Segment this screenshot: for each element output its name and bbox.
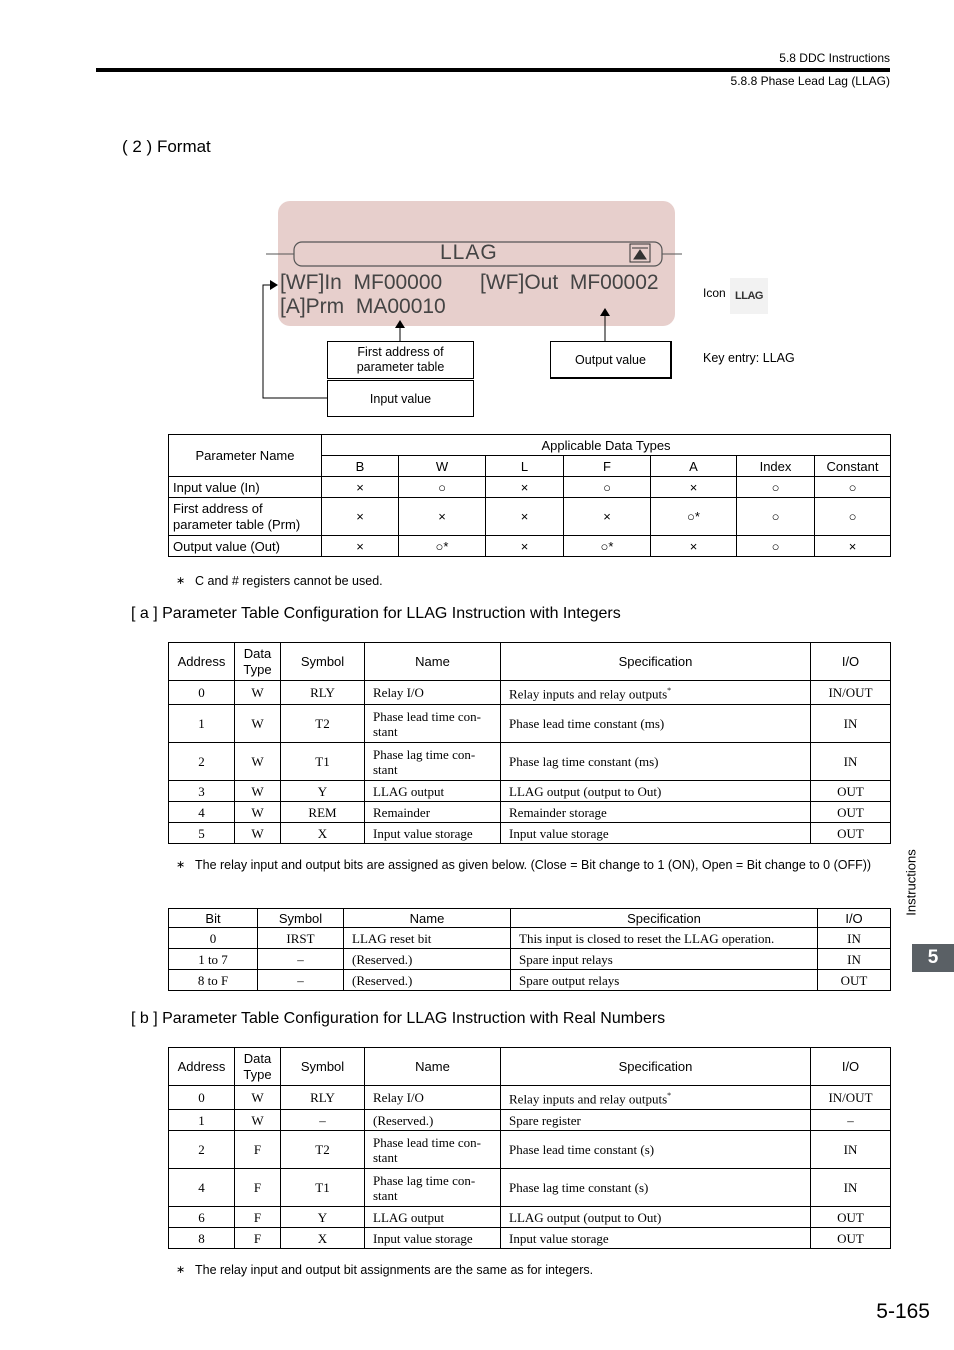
table-row <box>169 681 891 705</box>
diagram-line1-left: [WF]In MF00000 <box>280 271 443 294</box>
cell-name: (Reserved.) <box>365 1110 501 1131</box>
cell-symbol: IRST <box>258 928 344 949</box>
cell-address: 3 <box>169 781 235 802</box>
type-cell: ○ <box>399 477 486 498</box>
key-entry: Key entry: LLAG <box>703 351 795 365</box>
cell-name: Phase lag time con- stant <box>365 743 501 781</box>
cell-name: (Reserved.) <box>344 949 511 970</box>
type-cell: ○ <box>737 536 815 557</box>
col-specification: Specification <box>511 909 818 928</box>
cell-symbol: T1 <box>281 1169 365 1207</box>
cell-symbol: X <box>281 823 365 844</box>
cell-io: OUT <box>818 970 891 991</box>
side-label: Instructions <box>903 849 919 916</box>
col-specification: Specification <box>501 1048 811 1086</box>
cell-specification: Relay inputs and relay outputs* <box>501 681 811 705</box>
cell-name: LLAG reset bit <box>344 928 511 949</box>
cell-data-type: F <box>235 1169 281 1207</box>
table-row <box>169 705 891 743</box>
cell-data-type: W <box>235 781 281 802</box>
cell-symbol: RLY <box>281 681 365 705</box>
cell-name: LLAG output <box>365 1207 501 1228</box>
col-type: A <box>651 456 737 477</box>
type-cell: × <box>815 536 891 557</box>
cell-io: IN <box>811 1169 891 1207</box>
table-row <box>169 802 891 823</box>
relay-bits-note: ∗ The relay input and output bits are assigned as given below. (Close = Bit change to 1 (ON), Open = Bit change to 0 (OFF)) <box>176 858 872 872</box>
callout-input-value: Input value <box>327 380 474 417</box>
header-subsection: 5.8.8 Phase Lead Lag (LLAG) <box>730 74 890 88</box>
cell-specification: This input is closed to reset the LLAG operation. <box>511 928 818 949</box>
data-types-table <box>168 434 891 557</box>
table-row <box>169 823 891 844</box>
cell-io: IN <box>811 705 891 743</box>
format-heading: ( 2 ) Format <box>122 137 211 156</box>
cell-io: OUT <box>811 823 891 844</box>
param-name: First address of parameter table (Prm) <box>169 498 322 536</box>
cell-name: Relay I/O <box>365 681 501 705</box>
types-note: ∗ C and # registers cannot be used. <box>176 574 383 588</box>
type-cell: ○ <box>815 498 891 536</box>
table-row <box>169 498 891 536</box>
cell-data-type: W <box>235 743 281 781</box>
type-cell: ○* <box>564 536 651 557</box>
col-io: I/O <box>818 909 891 928</box>
cell-symbol: T1 <box>281 743 365 781</box>
table-row <box>169 1086 891 1110</box>
cell-io: IN <box>818 949 891 970</box>
cell-address: 4 <box>169 802 235 823</box>
col-io: I/O <box>811 1048 891 1086</box>
table-row <box>169 1131 891 1169</box>
section-b-heading: [ b ] Parameter Table Configuration for LLAG Instruction with Real Numbers <box>131 1010 666 1027</box>
cell-symbol: – <box>258 970 344 991</box>
cell-data-type: W <box>235 1086 281 1110</box>
type-cell: ○ <box>737 498 815 536</box>
col-symbol: Symbol <box>281 1048 365 1086</box>
table-row <box>169 1110 891 1131</box>
cell-io: IN <box>811 1131 891 1169</box>
cell-address: 5 <box>169 823 235 844</box>
cell-data-type: W <box>235 823 281 844</box>
col-type: Constant <box>815 456 891 477</box>
param-name: Input value (In) <box>169 477 322 498</box>
cell-data-type: W <box>235 681 281 705</box>
table-row <box>169 928 891 949</box>
col-type: W <box>399 456 486 477</box>
table-row <box>169 536 891 557</box>
cell-symbol: Y <box>281 781 365 802</box>
type-cell: × <box>651 536 737 557</box>
cell-specification: Phase lead time constant (ms) <box>501 705 811 743</box>
cell-address: 8 <box>169 1228 235 1249</box>
cell-symbol: – <box>258 949 344 970</box>
cell-data-type: W <box>235 1110 281 1131</box>
cell-name: Phase lead time con- stant <box>365 1131 501 1169</box>
type-cell: ○* <box>399 536 486 557</box>
cell-specification: Spare register <box>501 1110 811 1131</box>
cell-symbol: Y <box>281 1207 365 1228</box>
cell-name: Phase lead time con- stant <box>365 705 501 743</box>
col-parameter-name: Parameter Name <box>169 435 322 477</box>
col-type: F <box>564 456 651 477</box>
cell-symbol: REM <box>281 802 365 823</box>
col-name: Name <box>365 643 501 681</box>
col-symbol: Symbol <box>281 643 365 681</box>
table-row <box>169 477 891 498</box>
col-address: Address <box>169 643 235 681</box>
col-data-type: Data Type <box>235 1048 281 1086</box>
chapter-tab: 5 <box>912 944 954 972</box>
col-symbol: Symbol <box>258 909 344 928</box>
col-name: Name <box>344 909 511 928</box>
cell-io: – <box>811 1110 891 1131</box>
footnote-mark: ∗ <box>176 575 186 587</box>
param-name: Output value (Out) <box>169 536 322 557</box>
cell-name: Phase lag time con- stant <box>365 1169 501 1207</box>
real-param-table <box>168 1047 891 1249</box>
cell-specification: Relay inputs and relay outputs* <box>501 1086 811 1110</box>
page-number: 5-165 <box>876 1300 930 1323</box>
type-cell: × <box>322 536 399 557</box>
cell-specification: Phase lag time constant (ms) <box>501 743 811 781</box>
cell-io: OUT <box>811 1228 891 1249</box>
cell-name: Input value storage <box>365 1228 501 1249</box>
diagram-line2: [A]Prm MA00010 <box>280 295 446 318</box>
llag-icon: LLAG <box>730 278 768 314</box>
footnote-mark: ∗ <box>176 1264 186 1276</box>
type-cell: × <box>486 536 564 557</box>
type-cell: × <box>322 477 399 498</box>
table-row <box>169 781 891 802</box>
cell-name: Input value storage <box>365 823 501 844</box>
cell-name: (Reserved.) <box>344 970 511 991</box>
col-address: Address <box>169 1048 235 1086</box>
cell-address: 2 <box>169 743 235 781</box>
type-cell: × <box>322 498 399 536</box>
cell-io: OUT <box>811 1207 891 1228</box>
cell-io: OUT <box>811 781 891 802</box>
cell-data-type: F <box>235 1228 281 1249</box>
type-cell: ○ <box>815 477 891 498</box>
table-row <box>169 949 891 970</box>
table-row <box>169 1207 891 1228</box>
diagram-line1-right: [WF]Out MF00002 <box>480 271 659 294</box>
cell-io: IN/OUT <box>811 681 891 705</box>
header-section: 5.8 DDC Instructions <box>779 51 890 65</box>
cell-address: 0 <box>169 681 235 705</box>
cell-symbol: X <box>281 1228 365 1249</box>
cell-specification: Spare output relays <box>511 970 818 991</box>
cell-address: 6 <box>169 1207 235 1228</box>
cell-data-type: F <box>235 1207 281 1228</box>
llag-diagram <box>260 195 820 425</box>
cell-address: 1 <box>169 705 235 743</box>
callout-output-value: Output value <box>550 341 672 379</box>
type-cell: × <box>399 498 486 536</box>
cell-address: 2 <box>169 1131 235 1169</box>
type-cell: × <box>486 477 564 498</box>
type-cell: ○ <box>564 477 651 498</box>
cell-name: Relay I/O <box>365 1086 501 1110</box>
col-type: L <box>486 456 564 477</box>
cell-symbol: T2 <box>281 705 365 743</box>
col-data-type: Data Type <box>235 643 281 681</box>
cell-specification: LLAG output (output to Out) <box>501 1207 811 1228</box>
col-name: Name <box>365 1048 501 1086</box>
footnote-mark: ∗ <box>176 859 186 871</box>
type-cell: ○ <box>737 477 815 498</box>
cell-address: 4 <box>169 1169 235 1207</box>
cell-data-type: W <box>235 705 281 743</box>
cell-specification: Input value storage <box>501 823 811 844</box>
callout-parameter-table: First address of parameter table <box>327 341 474 379</box>
header-rule <box>96 68 890 72</box>
cell-specification: Phase lag time constant (s) <box>501 1169 811 1207</box>
integer-param-table <box>168 642 891 844</box>
type-cell: ○* <box>651 498 737 536</box>
cell-bit: 0 <box>169 928 258 949</box>
table-row <box>169 743 891 781</box>
section-a-heading: [ a ] Parameter Table Configuration for LLAG Instruction with Integers <box>131 605 621 622</box>
cell-specification: LLAG output (output to Out) <box>501 781 811 802</box>
table-row <box>169 1169 891 1207</box>
cell-specification: Phase lead time constant (s) <box>501 1131 811 1169</box>
real-note: ∗ The relay input and output bit assignments are the same as for integers. <box>176 1263 594 1277</box>
type-cell: × <box>651 477 737 498</box>
cell-io: IN <box>811 743 891 781</box>
col-specification: Specification <box>501 643 811 681</box>
diagram-title: LLAG <box>440 241 498 264</box>
table-row <box>169 970 891 991</box>
col-applicable-types: Applicable Data Types <box>322 435 891 456</box>
relay-bits-table <box>168 908 891 991</box>
cell-symbol: T2 <box>281 1131 365 1169</box>
col-type: B <box>322 456 399 477</box>
cell-specification: Spare input relays <box>511 949 818 970</box>
cell-address: 0 <box>169 1086 235 1110</box>
cell-io: OUT <box>811 802 891 823</box>
cell-specification: Input value storage <box>501 1228 811 1249</box>
col-type: Index <box>737 456 815 477</box>
cell-name: LLAG output <box>365 781 501 802</box>
cell-bit: 1 to 7 <box>169 949 258 970</box>
cell-data-type: F <box>235 1131 281 1169</box>
col-io: I/O <box>811 643 891 681</box>
cell-symbol: RLY <box>281 1086 365 1110</box>
col-bit: Bit <box>169 909 258 928</box>
cell-io: IN/OUT <box>811 1086 891 1110</box>
type-cell: × <box>486 498 564 536</box>
cell-specification: Remainder storage <box>501 802 811 823</box>
cell-symbol: – <box>281 1110 365 1131</box>
cell-bit: 8 to F <box>169 970 258 991</box>
cell-name: Remainder <box>365 802 501 823</box>
icon-label: Icon <box>703 286 726 300</box>
cell-address: 1 <box>169 1110 235 1131</box>
cell-data-type: W <box>235 802 281 823</box>
table-row <box>169 1228 891 1249</box>
cell-io: IN <box>818 928 891 949</box>
type-cell: × <box>564 498 651 536</box>
